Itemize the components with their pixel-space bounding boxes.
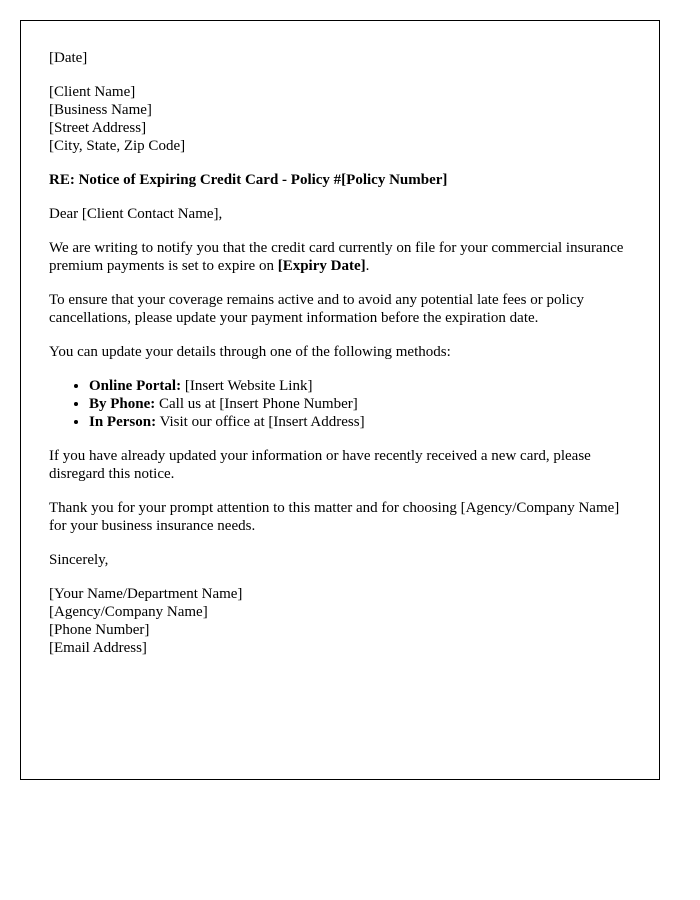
signature-phone: [Phone Number] — [49, 622, 150, 638]
paragraph-thank-you: Thank you for your prompt attention to this matter and for choosing [Agency/Company Name] for your business insurance needs. — [49, 500, 620, 534]
method-label: Online Portal: — [89, 378, 182, 394]
signature-company: [Agency/Company Name] — [49, 604, 208, 620]
letter-date: [Date] — [49, 50, 88, 66]
recipient-address — [49, 83, 631, 155]
paragraph-notify-text: We are writing to notify you that the credit card currently on file for your commercial insurance premium payments is set to expire on — [49, 240, 624, 274]
recipient-business-name: [Business Name] — [49, 102, 152, 118]
method-by-phone — [89, 395, 631, 413]
method-label: In Person: — [89, 414, 157, 430]
recipient-city-state-zip: [City, State, Zip Code] — [49, 138, 186, 154]
salutation: Dear [Client Contact Name], — [49, 206, 223, 222]
letter-page — [20, 20, 660, 780]
subject-line: RE: Notice of Expiring Credit Card - Policy #[Policy Number] — [49, 172, 448, 188]
recipient-client-name: [Client Name] — [49, 84, 136, 100]
paragraph-ensure-coverage: To ensure that your coverage remains active and to avoid any potential late fees or policy cancellations, please update your payment information before the expiration date. — [49, 292, 584, 326]
method-label: By Phone: — [89, 396, 156, 412]
method-text: Visit our office at [Insert Address] — [156, 414, 365, 430]
method-online-portal — [89, 377, 631, 395]
method-text: Call us at [Insert Phone Number] — [155, 396, 358, 412]
recipient-street-address: [Street Address] — [49, 120, 147, 136]
signature-name: [Your Name/Department Name] — [49, 586, 243, 602]
paragraph-notify — [49, 239, 631, 275]
signature-block — [49, 585, 631, 657]
update-methods-list — [49, 377, 631, 431]
paragraph-notify-tail: . — [365, 258, 370, 274]
paragraph-update-methods: You can update your details through one of the following methods: — [49, 344, 451, 360]
closing: Sincerely, — [49, 552, 109, 568]
signature-email: [Email Address] — [49, 640, 147, 656]
method-text: [Insert Website Link] — [181, 378, 313, 394]
expiry-date: [Expiry Date] — [277, 258, 366, 274]
method-in-person — [89, 413, 631, 431]
paragraph-disregard: If you have already updated your information or have recently received a new card, please disregard this notice. — [49, 448, 591, 482]
